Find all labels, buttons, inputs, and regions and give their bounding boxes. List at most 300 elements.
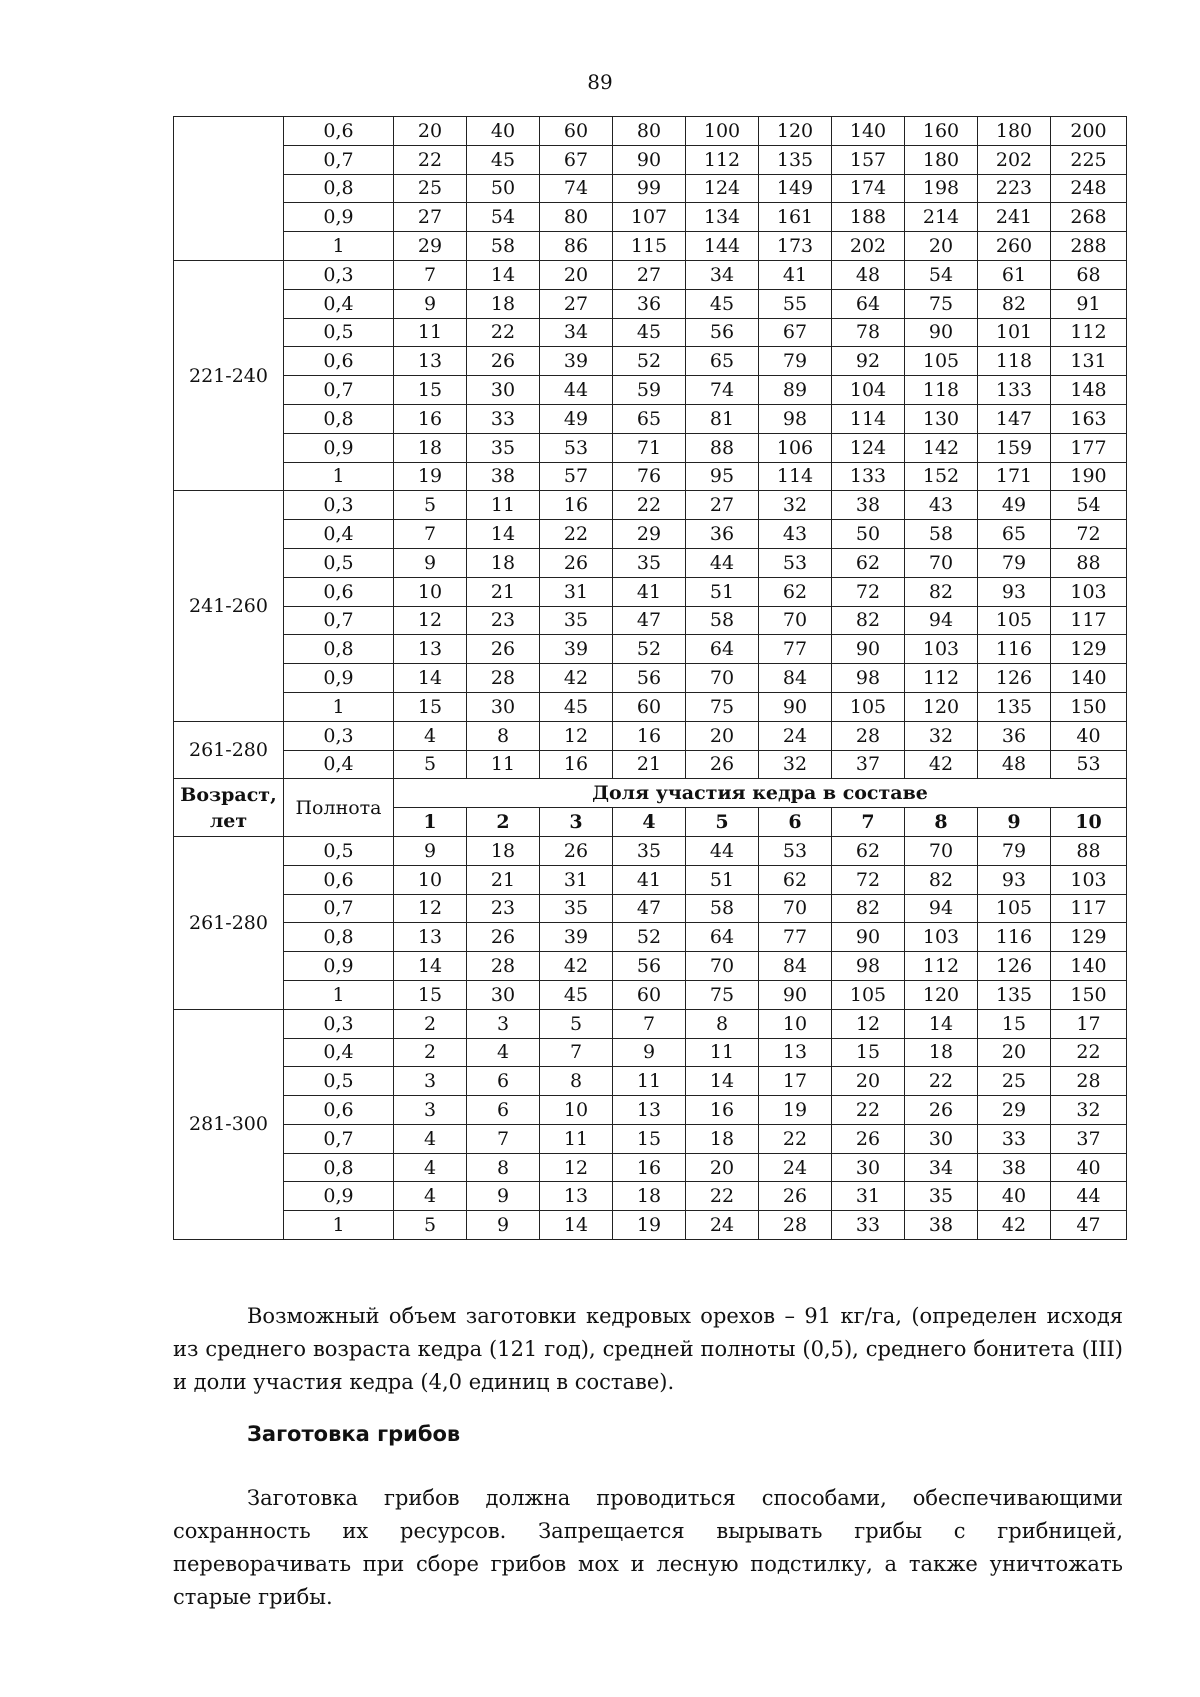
value-cell: 88 bbox=[686, 433, 759, 462]
value-cell: 12 bbox=[540, 1153, 613, 1182]
value-cell: 41 bbox=[759, 260, 832, 289]
value-cell: 8 bbox=[467, 721, 540, 750]
value-cell: 16 bbox=[613, 1153, 686, 1182]
value-cell: 70 bbox=[905, 548, 978, 577]
value-cell: 19 bbox=[613, 1211, 686, 1240]
value-cell: 64 bbox=[686, 635, 759, 664]
value-cell: 40 bbox=[467, 117, 540, 146]
table-row bbox=[174, 952, 1127, 981]
value-cell: 49 bbox=[978, 491, 1051, 520]
value-cell: 45 bbox=[613, 318, 686, 347]
value-cell: 112 bbox=[905, 952, 978, 981]
value-cell: 71 bbox=[613, 433, 686, 462]
value-cell: 39 bbox=[540, 923, 613, 952]
value-cell: 131 bbox=[1051, 347, 1127, 376]
value-cell: 88 bbox=[1051, 836, 1127, 865]
value-cell: 76 bbox=[613, 462, 686, 491]
value-cell: 72 bbox=[1051, 520, 1127, 549]
value-cell: 53 bbox=[540, 433, 613, 462]
paragraph-1-text: Возможный объем заготовки кедровых орехов – 91 кг/га, (определен исходя из среднего возраста кедра (121 год), средней полноты (0,5), среднего бонитета (III) и доли участия кедра (4,0 единиц в составе). bbox=[173, 1304, 1123, 1394]
density-cell: 0,7 bbox=[284, 606, 394, 635]
value-cell: 90 bbox=[905, 318, 978, 347]
table-body-bottom bbox=[174, 836, 1127, 1239]
value-cell: 27 bbox=[686, 491, 759, 520]
value-cell: 7 bbox=[467, 1124, 540, 1153]
value-cell: 39 bbox=[540, 635, 613, 664]
value-cell: 79 bbox=[978, 836, 1051, 865]
value-cell: 21 bbox=[613, 750, 686, 779]
table-row bbox=[174, 289, 1127, 318]
density-cell: 1 bbox=[284, 1211, 394, 1240]
density-cell: 0,5 bbox=[284, 318, 394, 347]
value-cell: 53 bbox=[759, 836, 832, 865]
density-cell: 0,8 bbox=[284, 635, 394, 664]
value-cell: 26 bbox=[540, 548, 613, 577]
value-cell: 77 bbox=[759, 635, 832, 664]
value-cell: 198 bbox=[905, 174, 978, 203]
density-cell: 0,4 bbox=[284, 750, 394, 779]
value-cell: 27 bbox=[613, 260, 686, 289]
value-cell: 56 bbox=[613, 664, 686, 693]
value-cell: 37 bbox=[1051, 1124, 1127, 1153]
value-cell: 288 bbox=[1051, 232, 1127, 261]
value-cell: 7 bbox=[394, 260, 467, 289]
value-cell: 24 bbox=[759, 1153, 832, 1182]
value-cell: 5 bbox=[394, 1211, 467, 1240]
value-cell: 21 bbox=[467, 577, 540, 606]
value-cell: 18 bbox=[394, 433, 467, 462]
table-row bbox=[174, 635, 1127, 664]
value-cell: 13 bbox=[613, 1096, 686, 1125]
value-cell: 171 bbox=[978, 462, 1051, 491]
value-cell: 68 bbox=[1051, 260, 1127, 289]
value-cell: 88 bbox=[1051, 548, 1127, 577]
value-cell: 124 bbox=[832, 433, 905, 462]
value-cell: 40 bbox=[1051, 721, 1127, 750]
value-cell: 9 bbox=[613, 1038, 686, 1067]
value-cell: 79 bbox=[978, 548, 1051, 577]
value-cell: 40 bbox=[1051, 1153, 1127, 1182]
value-cell: 42 bbox=[540, 952, 613, 981]
value-cell: 8 bbox=[467, 1153, 540, 1182]
header-row bbox=[174, 779, 1127, 808]
table-row bbox=[174, 318, 1127, 347]
value-cell: 57 bbox=[540, 462, 613, 491]
value-cell: 105 bbox=[978, 606, 1051, 635]
value-cell: 118 bbox=[978, 347, 1051, 376]
value-cell: 124 bbox=[686, 174, 759, 203]
value-cell: 36 bbox=[613, 289, 686, 318]
value-cell: 13 bbox=[759, 1038, 832, 1067]
value-cell: 56 bbox=[613, 952, 686, 981]
value-cell: 48 bbox=[978, 750, 1051, 779]
value-cell: 41 bbox=[613, 865, 686, 894]
value-cell: 35 bbox=[613, 548, 686, 577]
value-cell: 11 bbox=[467, 750, 540, 779]
value-cell: 225 bbox=[1051, 145, 1127, 174]
value-cell: 4 bbox=[394, 1182, 467, 1211]
value-cell: 35 bbox=[905, 1182, 978, 1211]
value-cell: 26 bbox=[905, 1096, 978, 1125]
value-cell: 81 bbox=[686, 404, 759, 433]
value-cell: 11 bbox=[613, 1067, 686, 1096]
value-cell: 105 bbox=[832, 980, 905, 1009]
value-cell: 105 bbox=[978, 894, 1051, 923]
value-cell: 22 bbox=[686, 1182, 759, 1211]
value-cell: 105 bbox=[832, 692, 905, 721]
density-cell: 1 bbox=[284, 980, 394, 1009]
value-cell: 67 bbox=[759, 318, 832, 347]
section-heading: Заготовка грибов bbox=[247, 1422, 461, 1446]
value-cell: 26 bbox=[832, 1124, 905, 1153]
density-cell: 0,8 bbox=[284, 404, 394, 433]
value-cell: 8 bbox=[540, 1067, 613, 1096]
value-cell: 20 bbox=[394, 117, 467, 146]
value-cell: 161 bbox=[759, 203, 832, 232]
value-cell: 100 bbox=[686, 117, 759, 146]
value-cell: 12 bbox=[540, 721, 613, 750]
value-cell: 44 bbox=[686, 836, 759, 865]
share-column-header: 3 bbox=[540, 808, 613, 837]
value-cell: 25 bbox=[394, 174, 467, 203]
density-cell: 0,6 bbox=[284, 347, 394, 376]
density-cell: 0,9 bbox=[284, 1182, 394, 1211]
table-row bbox=[174, 577, 1127, 606]
value-cell: 80 bbox=[613, 117, 686, 146]
value-cell: 19 bbox=[759, 1096, 832, 1125]
value-cell: 31 bbox=[540, 577, 613, 606]
value-cell: 268 bbox=[1051, 203, 1127, 232]
value-cell: 75 bbox=[686, 692, 759, 721]
value-cell: 130 bbox=[905, 404, 978, 433]
value-cell: 98 bbox=[759, 404, 832, 433]
value-cell: 42 bbox=[540, 664, 613, 693]
value-cell: 74 bbox=[540, 174, 613, 203]
share-column-header: 7 bbox=[832, 808, 905, 837]
value-cell: 26 bbox=[467, 635, 540, 664]
value-cell: 223 bbox=[978, 174, 1051, 203]
value-cell: 29 bbox=[978, 1096, 1051, 1125]
value-cell: 27 bbox=[540, 289, 613, 318]
value-cell: 190 bbox=[1051, 462, 1127, 491]
value-cell: 147 bbox=[978, 404, 1051, 433]
value-cell: 82 bbox=[832, 606, 905, 635]
table-row bbox=[174, 1182, 1127, 1211]
value-cell: 13 bbox=[394, 347, 467, 376]
density-cell: 1 bbox=[284, 462, 394, 491]
value-cell: 93 bbox=[978, 577, 1051, 606]
value-cell: 106 bbox=[759, 433, 832, 462]
value-cell: 18 bbox=[467, 836, 540, 865]
value-cell: 6 bbox=[467, 1096, 540, 1125]
value-cell: 65 bbox=[978, 520, 1051, 549]
value-cell: 35 bbox=[540, 606, 613, 635]
value-cell: 15 bbox=[832, 1038, 905, 1067]
value-cell: 94 bbox=[905, 894, 978, 923]
value-cell: 24 bbox=[759, 721, 832, 750]
value-cell: 18 bbox=[467, 548, 540, 577]
age-cell: 261-280 bbox=[174, 721, 284, 779]
age-cell bbox=[174, 117, 284, 261]
value-cell: 43 bbox=[759, 520, 832, 549]
value-cell: 126 bbox=[978, 664, 1051, 693]
table-row bbox=[174, 260, 1127, 289]
value-cell: 54 bbox=[905, 260, 978, 289]
density-cell: 0,7 bbox=[284, 145, 394, 174]
value-cell: 47 bbox=[1051, 1211, 1127, 1240]
value-cell: 10 bbox=[540, 1096, 613, 1125]
value-cell: 11 bbox=[394, 318, 467, 347]
value-cell: 70 bbox=[759, 606, 832, 635]
value-cell: 120 bbox=[905, 692, 978, 721]
table-row bbox=[174, 692, 1127, 721]
value-cell: 82 bbox=[905, 577, 978, 606]
density-cell: 0,5 bbox=[284, 548, 394, 577]
value-cell: 12 bbox=[394, 894, 467, 923]
value-cell: 20 bbox=[686, 721, 759, 750]
value-cell: 25 bbox=[978, 1067, 1051, 1096]
density-cell: 0,3 bbox=[284, 1009, 394, 1038]
value-cell: 14 bbox=[686, 1067, 759, 1096]
density-cell: 0,5 bbox=[284, 836, 394, 865]
value-cell: 103 bbox=[905, 923, 978, 952]
value-cell: 27 bbox=[394, 203, 467, 232]
table-row bbox=[174, 232, 1127, 261]
value-cell: 79 bbox=[759, 347, 832, 376]
share-header: Доля участия кедра в составе bbox=[394, 779, 1127, 808]
value-cell: 16 bbox=[394, 404, 467, 433]
value-cell: 82 bbox=[978, 289, 1051, 318]
value-cell: 30 bbox=[905, 1124, 978, 1153]
value-cell: 70 bbox=[905, 836, 978, 865]
value-cell: 114 bbox=[832, 404, 905, 433]
density-cell: 0,7 bbox=[284, 894, 394, 923]
value-cell: 38 bbox=[905, 1211, 978, 1240]
value-cell: 248 bbox=[1051, 174, 1127, 203]
density-cell: 0,8 bbox=[284, 1153, 394, 1182]
value-cell: 214 bbox=[905, 203, 978, 232]
value-cell: 33 bbox=[978, 1124, 1051, 1153]
value-cell: 5 bbox=[394, 491, 467, 520]
table-row bbox=[174, 1211, 1127, 1240]
table-row bbox=[174, 865, 1127, 894]
value-cell: 45 bbox=[467, 145, 540, 174]
value-cell: 52 bbox=[613, 347, 686, 376]
value-cell: 92 bbox=[832, 347, 905, 376]
density-cell: 0,4 bbox=[284, 289, 394, 318]
value-cell: 36 bbox=[978, 721, 1051, 750]
value-cell: 120 bbox=[905, 980, 978, 1009]
value-cell: 22 bbox=[905, 1067, 978, 1096]
value-cell: 23 bbox=[467, 894, 540, 923]
value-cell: 149 bbox=[759, 174, 832, 203]
value-cell: 6 bbox=[467, 1067, 540, 1096]
value-cell: 7 bbox=[613, 1009, 686, 1038]
value-cell: 84 bbox=[759, 664, 832, 693]
value-cell: 15 bbox=[394, 980, 467, 1009]
value-cell: 49 bbox=[540, 404, 613, 433]
value-cell: 129 bbox=[1051, 923, 1127, 952]
table-row bbox=[174, 174, 1127, 203]
value-cell: 82 bbox=[905, 865, 978, 894]
density-cell: 1 bbox=[284, 692, 394, 721]
table-row bbox=[174, 721, 1127, 750]
table-row bbox=[174, 664, 1127, 693]
value-cell: 62 bbox=[759, 577, 832, 606]
value-cell: 16 bbox=[540, 750, 613, 779]
value-cell: 2 bbox=[394, 1009, 467, 1038]
value-cell: 126 bbox=[978, 952, 1051, 981]
value-cell: 45 bbox=[686, 289, 759, 318]
value-cell: 44 bbox=[540, 376, 613, 405]
value-cell: 62 bbox=[759, 865, 832, 894]
value-cell: 19 bbox=[394, 462, 467, 491]
value-cell: 55 bbox=[759, 289, 832, 318]
paragraph-2 bbox=[173, 1482, 1123, 1614]
value-cell: 95 bbox=[686, 462, 759, 491]
table-row bbox=[174, 1096, 1127, 1125]
table-row bbox=[174, 1067, 1127, 1096]
value-cell: 150 bbox=[1051, 980, 1127, 1009]
age-header: Возраст, лет bbox=[174, 779, 284, 837]
value-cell: 133 bbox=[832, 462, 905, 491]
value-cell: 29 bbox=[394, 232, 467, 261]
value-cell: 114 bbox=[759, 462, 832, 491]
value-cell: 13 bbox=[394, 923, 467, 952]
value-cell: 82 bbox=[832, 894, 905, 923]
value-cell: 140 bbox=[832, 117, 905, 146]
value-cell: 22 bbox=[467, 318, 540, 347]
value-cell: 22 bbox=[613, 491, 686, 520]
table-row bbox=[174, 347, 1127, 376]
value-cell: 16 bbox=[686, 1096, 759, 1125]
value-cell: 45 bbox=[540, 980, 613, 1009]
value-cell: 28 bbox=[832, 721, 905, 750]
value-cell: 72 bbox=[832, 865, 905, 894]
value-cell: 34 bbox=[540, 318, 613, 347]
value-cell: 32 bbox=[759, 491, 832, 520]
value-cell: 72 bbox=[832, 577, 905, 606]
value-cell: 28 bbox=[467, 664, 540, 693]
value-cell: 20 bbox=[832, 1067, 905, 1096]
value-cell: 91 bbox=[1051, 289, 1127, 318]
value-cell: 35 bbox=[467, 433, 540, 462]
age-cell: 221-240 bbox=[174, 260, 284, 490]
value-cell: 18 bbox=[686, 1124, 759, 1153]
value-cell: 107 bbox=[613, 203, 686, 232]
value-cell: 90 bbox=[613, 145, 686, 174]
value-cell: 64 bbox=[832, 289, 905, 318]
value-cell: 18 bbox=[613, 1182, 686, 1211]
value-cell: 115 bbox=[613, 232, 686, 261]
value-cell: 64 bbox=[686, 923, 759, 952]
value-cell: 14 bbox=[467, 260, 540, 289]
value-cell: 47 bbox=[613, 606, 686, 635]
value-cell: 75 bbox=[905, 289, 978, 318]
share-column-header: 10 bbox=[1051, 808, 1127, 837]
value-cell: 42 bbox=[905, 750, 978, 779]
table-row bbox=[174, 548, 1127, 577]
value-cell: 118 bbox=[905, 376, 978, 405]
value-cell: 116 bbox=[978, 923, 1051, 952]
value-cell: 14 bbox=[394, 664, 467, 693]
value-cell: 142 bbox=[905, 433, 978, 462]
value-cell: 30 bbox=[832, 1153, 905, 1182]
value-cell: 14 bbox=[540, 1211, 613, 1240]
density-cell: 0,6 bbox=[284, 577, 394, 606]
value-cell: 47 bbox=[613, 894, 686, 923]
density-cell: 0,7 bbox=[284, 1124, 394, 1153]
table-row bbox=[174, 750, 1127, 779]
table-row bbox=[174, 491, 1127, 520]
value-cell: 20 bbox=[905, 232, 978, 261]
value-cell: 140 bbox=[1051, 664, 1127, 693]
value-cell: 15 bbox=[613, 1124, 686, 1153]
value-cell: 20 bbox=[978, 1038, 1051, 1067]
density-cell: 0,9 bbox=[284, 433, 394, 462]
value-cell: 22 bbox=[540, 520, 613, 549]
table-row bbox=[174, 117, 1127, 146]
value-cell: 18 bbox=[467, 289, 540, 318]
value-cell: 12 bbox=[832, 1009, 905, 1038]
value-cell: 23 bbox=[467, 606, 540, 635]
table-row bbox=[174, 606, 1127, 635]
value-cell: 3 bbox=[467, 1009, 540, 1038]
value-cell: 32 bbox=[759, 750, 832, 779]
density-cell: 0,5 bbox=[284, 1067, 394, 1096]
value-cell: 30 bbox=[467, 980, 540, 1009]
yield-table bbox=[173, 116, 1127, 1240]
value-cell: 105 bbox=[905, 347, 978, 376]
value-cell: 152 bbox=[905, 462, 978, 491]
share-column-header: 1 bbox=[394, 808, 467, 837]
value-cell: 101 bbox=[978, 318, 1051, 347]
value-cell: 58 bbox=[905, 520, 978, 549]
value-cell: 39 bbox=[540, 347, 613, 376]
value-cell: 103 bbox=[1051, 577, 1127, 606]
value-cell: 26 bbox=[467, 923, 540, 952]
value-cell: 8 bbox=[686, 1009, 759, 1038]
value-cell: 103 bbox=[905, 635, 978, 664]
value-cell: 135 bbox=[978, 692, 1051, 721]
value-cell: 13 bbox=[540, 1182, 613, 1211]
page-number: 89 bbox=[587, 70, 613, 94]
value-cell: 35 bbox=[613, 836, 686, 865]
value-cell: 34 bbox=[686, 260, 759, 289]
value-cell: 90 bbox=[832, 923, 905, 952]
value-cell: 4 bbox=[467, 1038, 540, 1067]
value-cell: 60 bbox=[613, 980, 686, 1009]
value-cell: 99 bbox=[613, 174, 686, 203]
value-cell: 177 bbox=[1051, 433, 1127, 462]
value-cell: 32 bbox=[905, 721, 978, 750]
value-cell: 53 bbox=[1051, 750, 1127, 779]
value-cell: 157 bbox=[832, 145, 905, 174]
share-column-header: 5 bbox=[686, 808, 759, 837]
value-cell: 116 bbox=[978, 635, 1051, 664]
value-cell: 98 bbox=[832, 952, 905, 981]
value-cell: 22 bbox=[394, 145, 467, 174]
value-cell: 58 bbox=[686, 606, 759, 635]
density-cell: 0,3 bbox=[284, 721, 394, 750]
value-cell: 5 bbox=[394, 750, 467, 779]
density-cell: 0,9 bbox=[284, 203, 394, 232]
value-cell: 133 bbox=[978, 376, 1051, 405]
value-cell: 33 bbox=[467, 404, 540, 433]
value-cell: 38 bbox=[978, 1153, 1051, 1182]
value-cell: 15 bbox=[394, 692, 467, 721]
value-cell: 14 bbox=[905, 1009, 978, 1038]
